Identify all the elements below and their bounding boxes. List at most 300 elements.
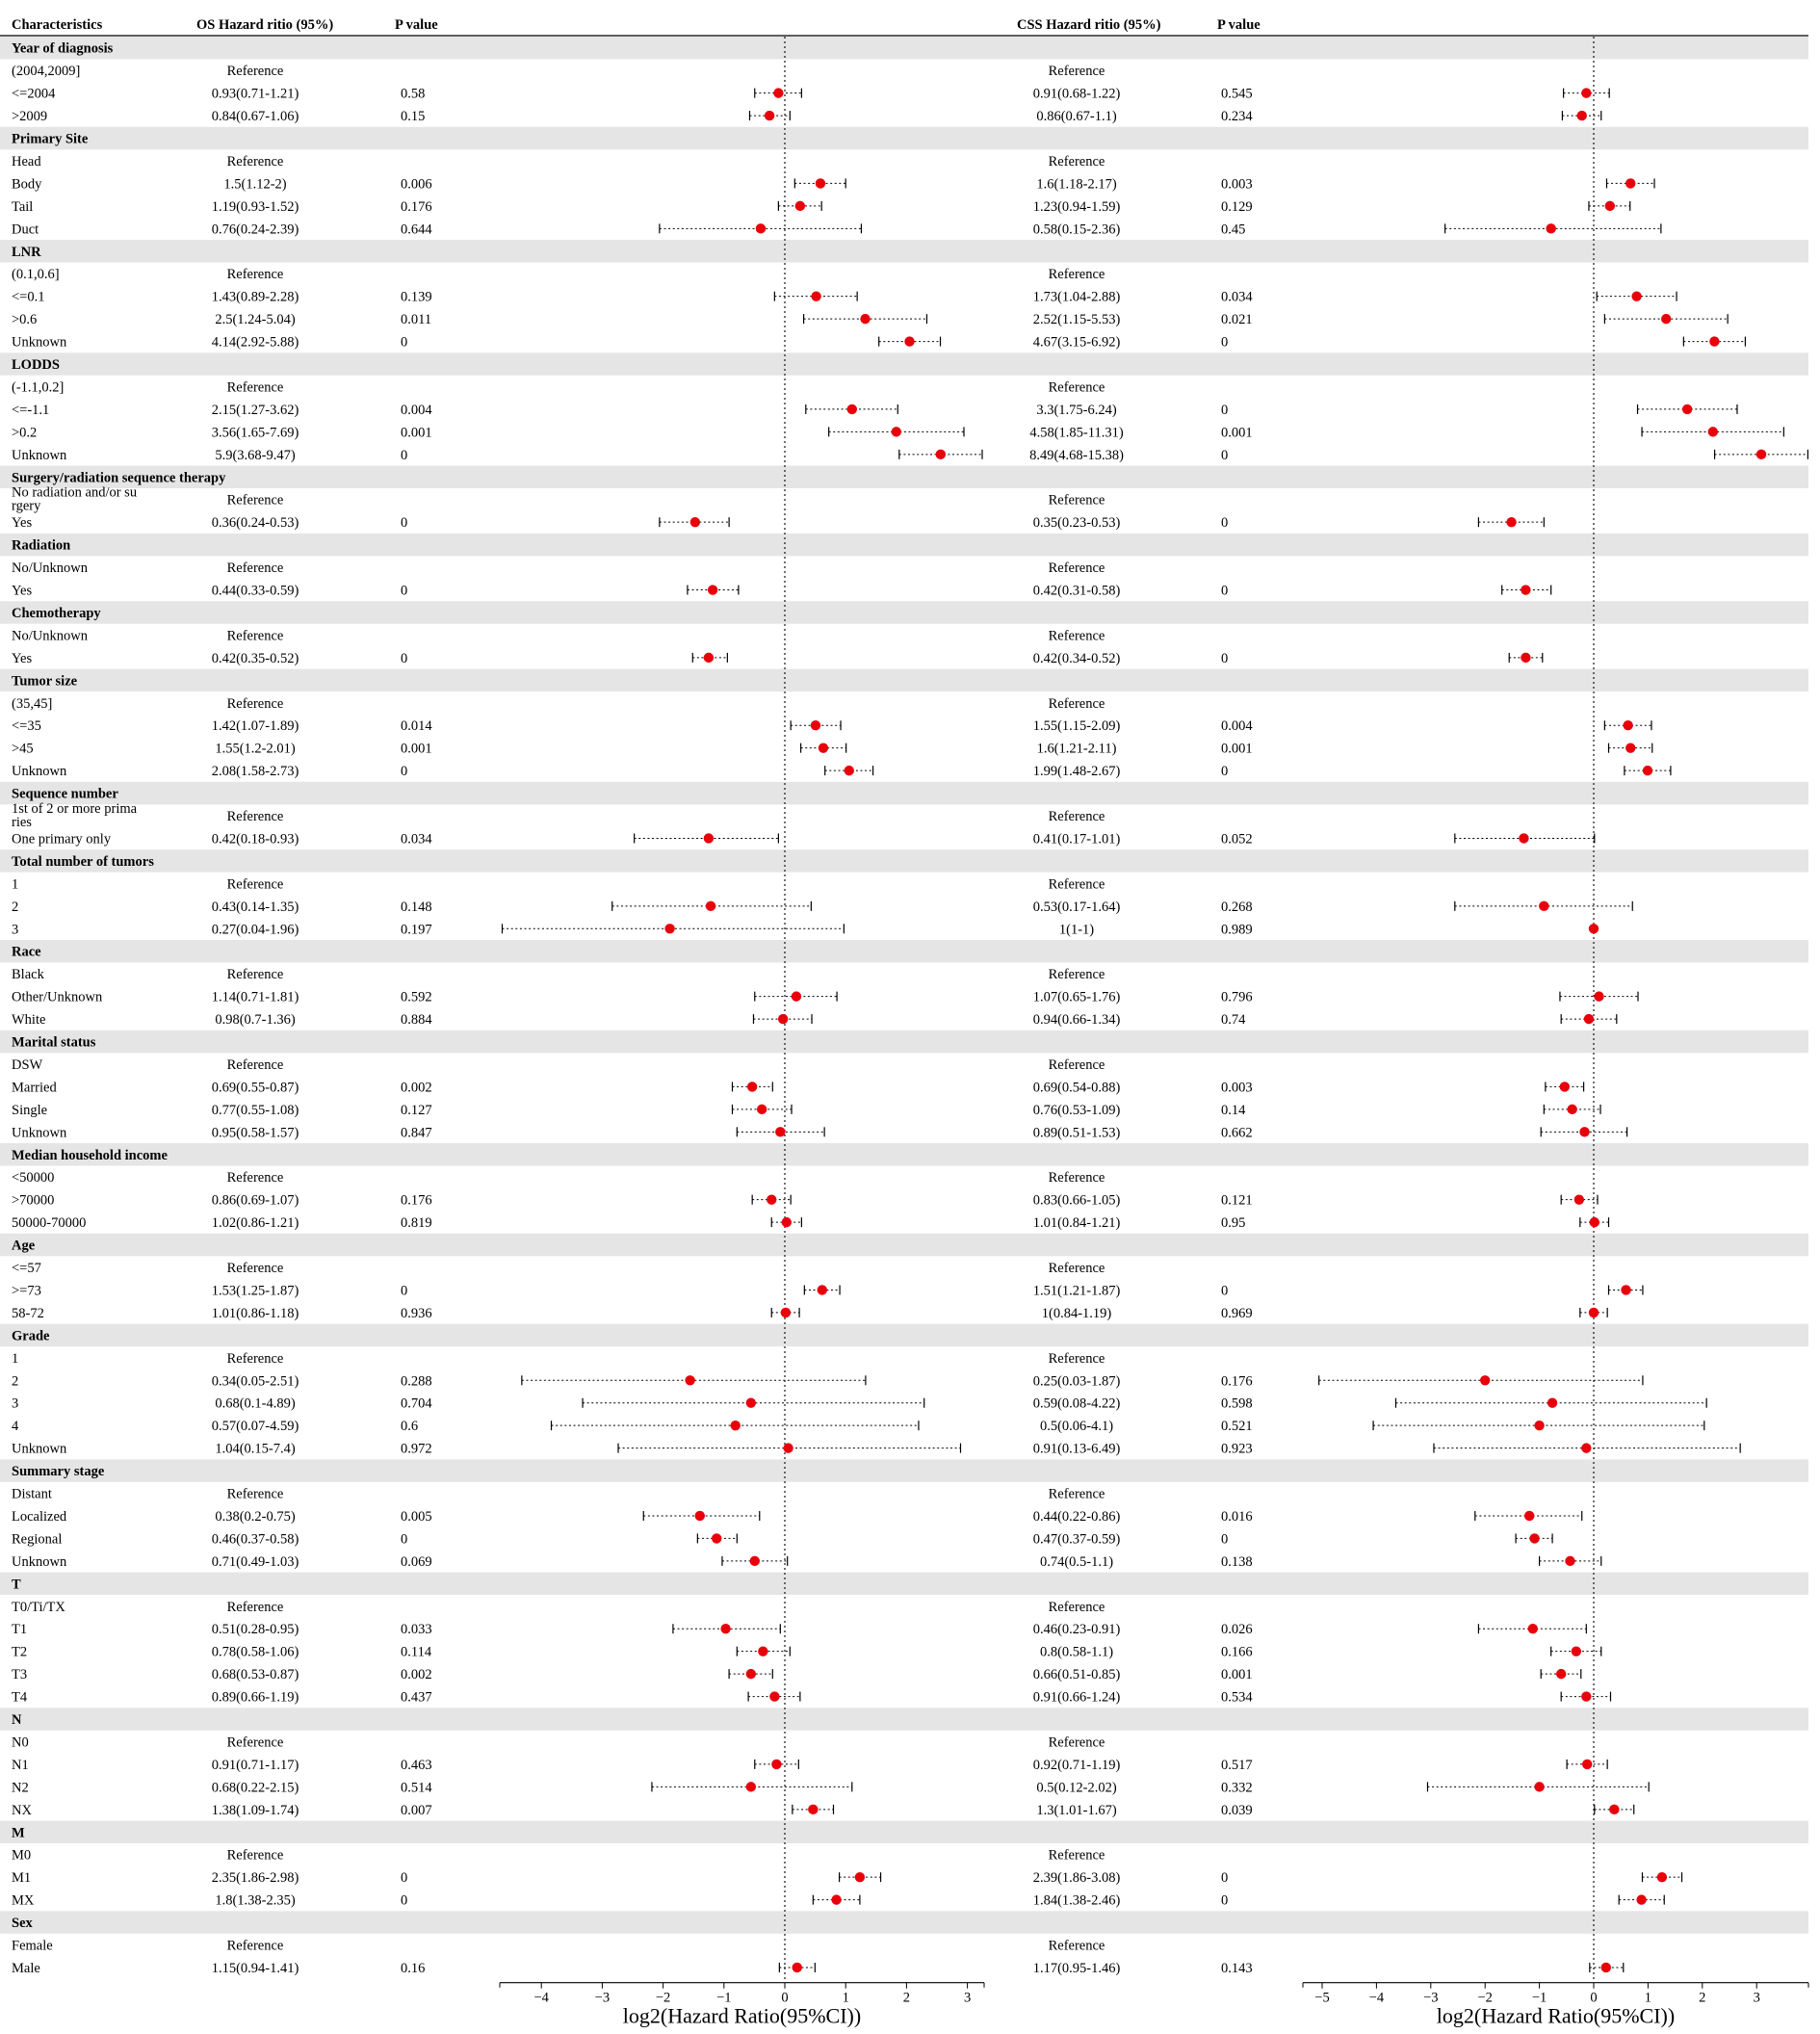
os-point: [811, 720, 820, 730]
row-label: Yes: [12, 583, 33, 599]
os-hr-value: Reference: [226, 64, 284, 80]
os-hr-value: 0.43(0.14-1.35): [211, 899, 299, 915]
os-p-value: 0: [401, 1892, 408, 1909]
group-band: [0, 1708, 1808, 1730]
os-p-value: 0.847: [401, 1125, 432, 1141]
os-p-value: 0.936: [401, 1305, 432, 1321]
row-label: (-1.1,0.2]: [12, 379, 65, 396]
row-label: Unknown: [12, 764, 67, 780]
css-hr-value: 0.44(0.22-0.86): [1032, 1508, 1121, 1525]
os-p-value: 0.011: [401, 312, 432, 328]
os-p-value: 0.148: [401, 899, 432, 915]
os-p-value: 0.644: [401, 222, 432, 238]
css-hr-value: 1(0.84-1.19): [1041, 1305, 1112, 1321]
css-p-value: 0.143: [1221, 1960, 1253, 1976]
row-label: 1st of 2 or more prima: [12, 801, 138, 818]
css-point: [1643, 766, 1652, 775]
group-band: [0, 1911, 1808, 1933]
os-point: [712, 1533, 721, 1543]
row-label: <=-1.1: [12, 402, 50, 418]
os-p-value: 0.001: [401, 425, 432, 441]
css-hr-value: 1.84(1.38-2.46): [1032, 1892, 1121, 1909]
css-point: [1605, 201, 1615, 211]
css-hr-value: 1.3(1.01-1.67): [1036, 1802, 1117, 1818]
css-p-value: 0: [1221, 1283, 1229, 1299]
os-p-value: 0.884: [401, 1012, 432, 1029]
os-hr-value: Reference: [226, 1056, 284, 1073]
css-hr-value: 1.55(1.15-2.09): [1032, 718, 1121, 735]
css-hr-value: Reference: [1048, 64, 1105, 80]
os-p-value: 0: [401, 447, 408, 463]
group-label: Median household income: [12, 1147, 168, 1163]
os-hr-value: 0.27(0.04-1.96): [211, 922, 299, 938]
os-tick-label: −2: [655, 1990, 671, 2006]
group-label: Summary stage: [12, 1464, 105, 1480]
group-label: LNR: [12, 244, 41, 260]
os-point: [904, 336, 914, 346]
os-point: [818, 1285, 827, 1294]
os-point: [757, 1105, 767, 1114]
css-hr-value: Reference: [1048, 492, 1105, 508]
os-hr-value: 0.36(0.24-0.53): [211, 515, 299, 532]
css-hr-value: Reference: [1048, 267, 1105, 283]
header-css-p: P value: [1217, 17, 1261, 33]
css-hr-value: Reference: [1048, 153, 1105, 170]
os-hr-value: Reference: [226, 492, 284, 508]
group-label: Year of diagnosis: [12, 40, 114, 57]
os-p-value: 0.001: [401, 741, 432, 757]
row-label: Black: [12, 967, 44, 983]
css-hr-value: Reference: [1048, 1350, 1105, 1367]
css-p-value: 0.521: [1221, 1419, 1253, 1435]
css-hr-value: 0.35(0.23-0.53): [1032, 515, 1121, 532]
os-hr-value: Reference: [226, 1599, 284, 1615]
row-label: N1: [12, 1757, 29, 1773]
os-p-value: 0.033: [401, 1622, 432, 1638]
css-point: [1625, 743, 1635, 752]
css-p-value: 0.598: [1221, 1395, 1253, 1412]
os-point: [771, 1760, 781, 1769]
table-cells: [12, 41, 1253, 1976]
row-label: >70000: [12, 1192, 55, 1209]
os-p-value: 0.288: [401, 1373, 432, 1390]
group-band: [0, 240, 1808, 262]
css-p-value: 0.034: [1221, 289, 1253, 305]
os-point: [695, 1511, 705, 1521]
os-point: [746, 1782, 756, 1791]
css-p-value: 0.129: [1221, 198, 1253, 215]
os-p-value: 0.437: [401, 1689, 432, 1706]
os-hr-value: 1.42(1.07-1.89): [211, 718, 299, 735]
os-hr-value: 1.01(0.86-1.18): [211, 1305, 299, 1321]
os-p-value: 0: [401, 650, 408, 666]
css-hr-value: 0.58(0.15-2.36): [1032, 222, 1121, 238]
group-label: Surgery/radiation sequence therapy: [12, 470, 226, 486]
header-characteristics: Characteristics: [12, 17, 103, 33]
row-label: Female: [12, 1938, 53, 1954]
os-p-value: 0.819: [401, 1215, 432, 1232]
css-point: [1756, 450, 1766, 459]
css-hr-value: 1.17(0.95-1.46): [1032, 1960, 1121, 1976]
os-hr-value: 1.15(0.94-1.41): [211, 1960, 299, 1976]
css-p-value: 0.166: [1221, 1644, 1253, 1660]
os-p-value: 0.463: [401, 1757, 432, 1773]
css-tick-label: −4: [1368, 1990, 1385, 2006]
row-label: Tail: [12, 198, 34, 215]
os-hr-value: 0.42(0.18-0.93): [211, 831, 299, 848]
row-label: (35,45]: [12, 695, 53, 712]
css-hr-value: Reference: [1048, 876, 1105, 893]
row-label: <=57: [12, 1261, 41, 1277]
os-hr-value: 0.68(0.1-4.89): [215, 1395, 296, 1412]
group-label: Grade: [12, 1328, 50, 1344]
os-point: [750, 1556, 760, 1566]
row-label: T3: [12, 1667, 28, 1683]
css-hr-value: 1.01(0.84-1.21): [1032, 1215, 1121, 1232]
css-hr-value: Reference: [1048, 1734, 1105, 1751]
css-hr-value: Reference: [1048, 1599, 1105, 1615]
os-p-value: 0.139: [401, 289, 432, 305]
os-hr-value: Reference: [226, 809, 284, 825]
row-label: Distant: [12, 1486, 52, 1502]
css-p-value: 0.14: [1221, 1102, 1246, 1118]
group-band: [0, 37, 1808, 59]
css-hr-value: 0.8(0.58-1.1): [1039, 1644, 1114, 1660]
css-tick-label: 2: [1699, 1990, 1706, 2006]
row-label: 58-72: [12, 1305, 44, 1321]
css-hr-value: 0.94(0.66-1.34): [1032, 1012, 1121, 1029]
css-hr-value: 0.76(0.53-1.09): [1032, 1102, 1121, 1118]
group-band: [0, 940, 1808, 962]
row-label: Unknown: [12, 334, 67, 351]
css-tick-label: −2: [1477, 1990, 1493, 2006]
os-hr-value: 1.5(1.12-2): [223, 176, 287, 193]
os-hr-value: 2.15(1.27-3.62): [211, 402, 299, 418]
header-os-p: P value: [395, 17, 438, 33]
css-p-value: 0.95: [1221, 1215, 1246, 1232]
os-p-value: 0.197: [401, 922, 432, 938]
css-hr-value: 0.74(0.5-1.1): [1039, 1553, 1114, 1570]
row-label: Regional: [12, 1531, 63, 1548]
css-point: [1546, 223, 1555, 233]
os-hr-value: 1.38(1.09-1.74): [211, 1802, 299, 1818]
os-hr-value: Reference: [226, 1261, 284, 1277]
os-point: [892, 427, 901, 436]
os-p-value: 0.127: [401, 1102, 432, 1118]
row-label: Unknown: [12, 1553, 67, 1570]
os-hr-value: Reference: [226, 1170, 284, 1186]
os-point: [811, 291, 820, 300]
css-p-value: 0: [1221, 583, 1229, 599]
row-label: <=2004: [12, 86, 56, 102]
css-p-value: 0.74: [1221, 1012, 1246, 1029]
group-band: [0, 601, 1808, 623]
os-p-value: 0.592: [401, 989, 432, 1005]
css-hr-value: 2.52(1.15-5.53): [1032, 312, 1121, 328]
css-point: [1556, 1669, 1566, 1679]
row-label: No radiation and/or su: [12, 484, 138, 501]
row-label: No/Unknown: [12, 561, 88, 577]
group-band: [0, 849, 1808, 872]
css-point: [1682, 404, 1692, 414]
css-p-value: 0: [1221, 650, 1229, 666]
os-hr-value: 1.8(1.38-2.35): [215, 1892, 296, 1909]
group-label: Age: [12, 1238, 36, 1254]
row-label: T2: [12, 1644, 28, 1660]
group-label: Total number of tumors: [12, 853, 154, 870]
css-p-value: 0.969: [1221, 1305, 1253, 1321]
os-p-value: 0.006: [401, 176, 432, 193]
os-x-axis-label: log2(Hazard Ratio(95%CI)): [622, 2003, 862, 2028]
row-label: MX: [12, 1892, 35, 1909]
os-hr-value: 0.69(0.55-0.87): [211, 1080, 299, 1096]
row-label: Single: [12, 1102, 48, 1118]
css-p-value: 0.039: [1221, 1802, 1253, 1818]
row-label: <=35: [12, 718, 41, 735]
css-hr-value: Reference: [1048, 1847, 1105, 1864]
os-hr-value: Reference: [226, 153, 284, 170]
css-p-value: 0.121: [1221, 1192, 1253, 1209]
os-hr-value: Reference: [226, 1486, 284, 1502]
os-hr-value: 1.04(0.15-7.4): [215, 1441, 296, 1457]
css-point: [1636, 1894, 1646, 1904]
css-point: [1572, 1646, 1581, 1656]
row-label: One primary only: [12, 831, 112, 848]
row-label: Localized: [12, 1508, 67, 1525]
os-p-value: 0.704: [401, 1395, 432, 1412]
css-p-value: 0: [1221, 402, 1229, 418]
os-point: [860, 314, 870, 324]
css-hr-value: 0.25(0.03-1.87): [1032, 1373, 1121, 1390]
css-hr-value: Reference: [1048, 809, 1105, 825]
css-point: [1581, 88, 1591, 97]
os-p-value: 0: [401, 334, 408, 351]
row-label: Duct: [12, 222, 39, 238]
os-p-value: 0.005: [401, 1508, 432, 1525]
row-label: NX: [12, 1802, 32, 1818]
css-point: [1480, 1375, 1490, 1385]
os-point: [704, 833, 714, 843]
css-point: [1581, 1691, 1591, 1701]
css-hr-value: 0.5(0.06-4.1): [1039, 1419, 1114, 1435]
css-p-value: 0.923: [1221, 1441, 1253, 1457]
os-tick-label: 2: [902, 1990, 911, 2006]
css-point: [1709, 336, 1719, 346]
os-p-value: 0: [401, 1283, 408, 1299]
row-label: (0.1,0.6]: [12, 267, 60, 283]
css-hr-value: Reference: [1048, 695, 1105, 712]
row-label: 1: [12, 876, 19, 893]
group-band: [0, 669, 1808, 691]
css-point: [1574, 1194, 1584, 1204]
css-point: [1609, 1805, 1619, 1814]
css-p-value: 0.003: [1221, 1080, 1253, 1096]
row-label: Unknown: [12, 1441, 67, 1457]
os-hr-value: 5.9(3.68-9.47): [215, 447, 296, 463]
css-point: [1521, 585, 1530, 594]
css-hr-value: Reference: [1048, 628, 1105, 644]
css-p-value: 0.001: [1221, 741, 1253, 757]
os-p-value: 0.176: [401, 1192, 432, 1209]
css-hr-value: 4.67(3.15-6.92): [1032, 334, 1121, 351]
os-p-value: 0: [401, 1870, 408, 1887]
os-point: [783, 1443, 793, 1452]
css-hr-value: 0.86(0.67-1.1): [1036, 109, 1117, 125]
css-point: [1519, 833, 1528, 843]
css-hr-value: 0.91(0.13-6.49): [1032, 1441, 1121, 1457]
group-label: Sex: [12, 1916, 33, 1932]
css-hr-value: Reference: [1048, 1486, 1105, 1502]
group-label: Tumor size: [12, 673, 78, 690]
os-point: [706, 901, 715, 911]
css-point: [1529, 1533, 1539, 1543]
css-p-value: 0.796: [1221, 989, 1253, 1005]
row-label: >0.2: [12, 425, 38, 441]
css-hr-value: 0.66(0.51-0.85): [1032, 1667, 1121, 1683]
row-label: Yes: [12, 650, 33, 666]
group-band: [0, 1324, 1808, 1346]
css-p-value: 0: [1221, 1870, 1229, 1887]
os-p-value: 0.58: [401, 86, 426, 102]
row-label: >0.6: [12, 312, 38, 328]
css-p-value: 0.332: [1221, 1780, 1253, 1796]
css-hr-value: 0.83(0.66-1.05): [1032, 1192, 1121, 1209]
row-label: Married: [12, 1080, 57, 1096]
os-hr-value: 0.51(0.28-0.95): [211, 1622, 299, 1638]
os-hr-value: 0.91(0.71-1.17): [211, 1757, 299, 1773]
css-point: [1631, 291, 1641, 300]
os-p-value: 0.007: [401, 1802, 432, 1818]
os-point: [708, 585, 717, 594]
os-point: [704, 653, 714, 663]
row-label: Yes: [12, 515, 33, 532]
os-hr-value: Reference: [226, 1350, 284, 1367]
os-hr-value: 2.5(1.24-5.04): [215, 312, 296, 328]
group-label: T: [12, 1577, 21, 1593]
os-hr-value: 0.89(0.66-1.19): [211, 1689, 299, 1706]
row-label: 1: [12, 1350, 19, 1367]
os-tick-label: 1: [842, 1990, 849, 2006]
css-point: [1590, 1217, 1599, 1227]
group-band: [0, 1030, 1808, 1053]
os-hr-value: 0.78(0.58-1.06): [211, 1644, 299, 1660]
group-band: [0, 534, 1808, 556]
css-hr-value: 1.23(0.94-1.59): [1032, 198, 1121, 215]
css-hr-value: 4.58(1.85-11.31): [1029, 425, 1124, 441]
group-label: Marital status: [12, 1034, 96, 1051]
os-hr-value: 0.42(0.35-0.52): [211, 650, 299, 666]
css-point: [1567, 1105, 1576, 1114]
css-hr-value: 1.73(1.04-2.88): [1032, 289, 1121, 305]
css-p-value: 0.004: [1221, 718, 1253, 735]
group-band: [0, 352, 1808, 375]
os-point: [690, 517, 700, 527]
os-hr-value: 1.02(0.86-1.21): [211, 1215, 299, 1232]
css-p-value: 0.534: [1221, 1689, 1253, 1706]
group-label: Radiation: [12, 537, 71, 554]
css-hr-value: 0.69(0.54-0.88): [1032, 1080, 1121, 1096]
css-hr-value: 2.39(1.86-3.08): [1032, 1870, 1121, 1887]
os-point: [731, 1421, 741, 1430]
os-hr-value: 0.34(0.05-2.51): [211, 1373, 299, 1390]
css-p-value: 0.001: [1221, 1667, 1253, 1683]
os-tick-label: −3: [594, 1990, 611, 2006]
os-hr-value: Reference: [226, 967, 284, 983]
os-point: [781, 1308, 791, 1317]
group-band: [0, 782, 1808, 804]
css-hr-value: 0.91(0.66-1.24): [1032, 1689, 1121, 1706]
row-label: (2004,2009]: [12, 64, 81, 80]
css-point: [1584, 1014, 1594, 1024]
column-headers: [12, 17, 1261, 33]
os-p-value: 0: [401, 515, 408, 532]
css-point: [1528, 1624, 1538, 1633]
css-p-value: 0.026: [1221, 1622, 1253, 1638]
css-p-value: 0: [1221, 334, 1229, 351]
row-label: rgery: [12, 498, 41, 514]
os-hr-value: 0.84(0.67-1.06): [211, 109, 299, 125]
os-point: [792, 991, 801, 1001]
group-band: [0, 1143, 1808, 1165]
css-hr-value: Reference: [1048, 967, 1105, 983]
css-p-value: 0.662: [1221, 1125, 1253, 1141]
group-label: LODDS: [12, 357, 60, 374]
group-label: Chemotherapy: [12, 605, 101, 621]
css-hr-value: Reference: [1048, 379, 1105, 396]
group-band: [0, 127, 1808, 149]
os-hr-value: 1.53(1.25-1.87): [211, 1283, 299, 1299]
css-p-value: 0.234: [1221, 109, 1253, 125]
row-label: <50000: [12, 1170, 55, 1186]
os-point: [782, 1217, 792, 1227]
css-point: [1625, 178, 1635, 188]
os-hr-value: Reference: [226, 561, 284, 577]
os-point: [765, 111, 774, 120]
css-p-value: 0: [1221, 1531, 1229, 1548]
css-hr-value: 0.46(0.23-0.91): [1032, 1622, 1121, 1638]
css-p-value: 0.989: [1221, 922, 1253, 938]
css-p-value: 0.016: [1221, 1508, 1253, 1525]
os-point: [793, 1963, 802, 1972]
css-p-value: 0.517: [1221, 1757, 1253, 1773]
css-point: [1601, 1963, 1611, 1972]
row-label: DSW: [12, 1056, 43, 1073]
os-p-value: 0.16: [401, 1960, 426, 1976]
os-hr-value: 0.76(0.24-2.39): [211, 222, 299, 238]
css-point: [1657, 1872, 1667, 1882]
css-hr-value: Reference: [1048, 1938, 1105, 1954]
css-hr-value: 3.3(1.75-6.24): [1036, 402, 1117, 418]
css-point: [1708, 427, 1718, 436]
css-point: [1506, 517, 1516, 527]
os-hr-value: 0.57(0.07-4.59): [211, 1419, 299, 1435]
css-point: [1539, 901, 1548, 911]
os-p-value: 0: [401, 764, 408, 780]
group-label: Sequence number: [12, 786, 118, 802]
css-point: [1594, 991, 1603, 1001]
css-point: [1582, 1760, 1592, 1769]
os-p-value: 0.176: [401, 198, 432, 215]
css-hr-value: 1.6(1.18-2.17): [1036, 176, 1117, 193]
os-p-value: 0: [401, 583, 408, 599]
row-label: ries: [12, 815, 32, 831]
css-p-value: 0.052: [1221, 831, 1253, 848]
css-hr-value: 0.47(0.37-0.59): [1032, 1531, 1121, 1548]
css-p-value: 0: [1221, 764, 1229, 780]
header-css-hr: CSS Hazard ritio (95%): [1017, 17, 1161, 33]
group-band: [0, 466, 1808, 488]
os-point: [773, 88, 783, 97]
